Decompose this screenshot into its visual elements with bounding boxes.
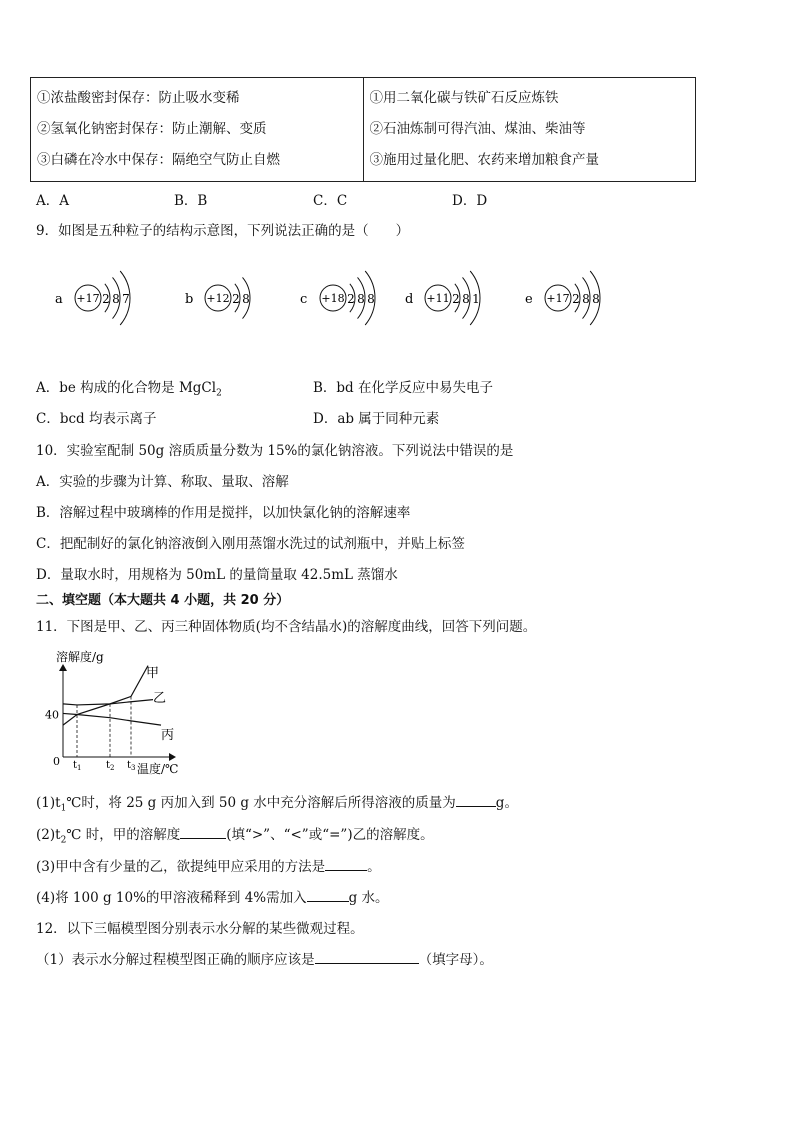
x-axis-label: 温度/℃: [137, 762, 179, 776]
particle-d: [405, 271, 480, 325]
q8-right-item: ①用二氧化碳与铁矿石反应炼铁: [369, 90, 559, 106]
q11-sub3: [36, 855, 381, 875]
q9-option-a: [36, 376, 222, 399]
nucleus-charge: +18: [321, 292, 345, 305]
shell-electron-count: 7: [122, 292, 130, 306]
q11-sub2-text-b: ℃ 时，甲的溶解度: [66, 827, 181, 843]
q8-right-item: ③施用过量化肥、农药来增加粮食产量: [369, 152, 599, 168]
particle-label: a: [55, 292, 63, 307]
q11-sub2-subscript: 2: [60, 835, 67, 846]
q8-option-b: B．B: [174, 193, 208, 209]
q12-stem: 12．以下三幅模型图分别表示水分解的某些微观过程。: [36, 921, 364, 937]
q11-sub1-subscript: 1: [60, 803, 67, 814]
shell-electron-count: 2: [452, 292, 460, 306]
series-label: 乙: [153, 691, 167, 706]
q8-right-item: ②石油炼制可得汽油、煤油、柴油等: [369, 121, 586, 137]
q9-option-a-subscript: 2: [216, 388, 222, 399]
shell-electron-count: 8: [367, 292, 375, 306]
q11-sub4: [36, 886, 389, 906]
solubility-curve-chart: [40, 645, 200, 780]
particle-label: c: [300, 292, 308, 307]
shell-electron-count: 8: [242, 292, 250, 306]
y-tick-label: 40: [45, 708, 59, 722]
nucleus-charge: +17: [546, 292, 570, 305]
x-tick-label: $t_1$: [73, 760, 82, 772]
shell-electron-count: 8: [357, 292, 365, 306]
q8-option-a: A．A: [36, 193, 69, 209]
q12-sub1-text-b: （填字母）。: [418, 952, 493, 968]
q9-option-c: C．bcd 均表示离子: [36, 411, 157, 427]
q12-sub1: [36, 948, 493, 968]
shell-electron-count: 2: [572, 292, 580, 306]
particle-label: e: [525, 292, 533, 307]
shell-electron-count: 2: [347, 292, 355, 306]
q11-sub1-text-c: g。: [495, 795, 518, 811]
shell-electron-count: 8: [592, 292, 600, 306]
q11-sub2-answer-blank[interactable]: [180, 824, 226, 839]
q11-sub1-text-b: ℃时，将 25 g 丙加入到 50 g 水中充分溶解后所得溶液的质量为: [66, 795, 456, 811]
particle-label: b: [185, 292, 194, 307]
nucleus-charge: +12: [206, 292, 230, 305]
x-tick-label: $t_2$: [106, 760, 115, 772]
q8-left-item: ②氢氧化钠密封保存：防止潮解、变质: [37, 121, 267, 137]
q11-sub3-answer-blank[interactable]: [325, 856, 367, 871]
shell-electron-count: 2: [232, 292, 240, 306]
shell-electron-count: 8: [582, 292, 590, 306]
q10-option-d: D．量取水时，用规格为 50mL 的量筒量取 42.5mL 蒸馏水: [36, 567, 398, 583]
q12-sub1-answer-blank[interactable]: [315, 949, 419, 964]
q9-option-a-text: A．be 构成的化合物是 MgCl: [36, 380, 217, 396]
q12-sub1-text-a: （1）表示水分解过程模型图正确的顺序应该是: [36, 952, 315, 968]
series-line-丙: [63, 713, 161, 725]
origin-label: 0: [53, 755, 60, 768]
q10-stem: 10．实验室配制 50g 溶质质量分数为 15%的氯化钠溶液。下列说法中错误的是: [36, 443, 514, 459]
q11-sub3-text-b: 。: [367, 859, 381, 875]
q8-left-item: ①浓盐酸密封保存：防止吸水变稀: [37, 90, 240, 106]
q10-option-b: B．溶解过程中玻璃棒的作用是搅拌，以加快氯化钠的溶解速率: [36, 505, 411, 521]
q11-sub2: [36, 823, 434, 846]
atom-structure-diagrams: [40, 250, 620, 350]
q11-sub1-answer-blank[interactable]: [456, 792, 496, 807]
q8-option-table: [30, 77, 696, 182]
section-heading: 二、填空题（本大题共 4 小题，共 20 分）: [36, 593, 290, 608]
q8-left-item: ③白磷在冷水中保存：隔绝空气防止自燃: [37, 152, 280, 168]
series-label: 甲: [146, 666, 160, 681]
x-tick-label: $t_3$: [127, 760, 136, 772]
q8-option-d: D．D: [452, 193, 488, 209]
shell-electron-count: 1: [472, 292, 480, 306]
series-label: 丙: [161, 728, 175, 743]
series-line-乙: [63, 700, 153, 705]
particle-e: [525, 271, 600, 325]
q9-option-b: B．bd 在化学反应中易失电子: [313, 380, 493, 396]
q9-option-d: D．ab 属于同种元素: [313, 411, 440, 427]
particle-label: d: [405, 292, 414, 307]
particle-c: [300, 271, 375, 325]
q8-table-left-cell: [31, 78, 364, 182]
q11-sub4-text-b: g 水。: [348, 890, 389, 906]
q11-stem: 11．下图是甲、乙、丙三种固体物质(均不含结晶水)的溶解度曲线，回答下列问题。: [36, 619, 537, 635]
q8-table-right-cell: [363, 78, 696, 182]
shell-electron-count: 8: [112, 292, 120, 306]
q10-option-c: C．把配制好的氯化钠溶液倒入刚用蒸馏水洗过的试剂瓶中，并贴上标签: [36, 536, 465, 552]
nucleus-charge: +17: [76, 292, 100, 305]
q11-sub2-text-a: (2)t: [36, 827, 61, 843]
q10-option-a: A．实验的步骤为计算、称取、量取、溶解: [36, 474, 289, 490]
y-axis-label: 溶解度/g: [56, 650, 104, 664]
q11-sub1: [36, 791, 518, 814]
shell-electron-count: 2: [102, 292, 110, 306]
particle-b: [185, 277, 250, 318]
particle-a: [55, 271, 130, 325]
q11-sub3-text-a: (3)甲中含有少量的乙，欲提纯甲应采用的方法是: [36, 859, 326, 875]
shell-electron-count: 8: [462, 292, 470, 306]
series-line-甲: [63, 666, 148, 726]
q11-sub2-text-c: (填“>”、“<”或“=”)乙的溶解度。: [226, 827, 434, 843]
q11-sub1-text-a: (1)t: [36, 795, 61, 811]
q11-sub4-text-a: (4)将 100 g 10%的甲溶液稀释到 4%需加入: [36, 890, 307, 906]
q9-stem: 9．如图是五种粒子的结构示意图，下列说法正确的是（ ）: [36, 223, 410, 239]
q11-sub4-answer-blank[interactable]: [307, 887, 349, 902]
q8-option-c: C．C: [313, 193, 348, 209]
nucleus-charge: +11: [426, 292, 450, 305]
